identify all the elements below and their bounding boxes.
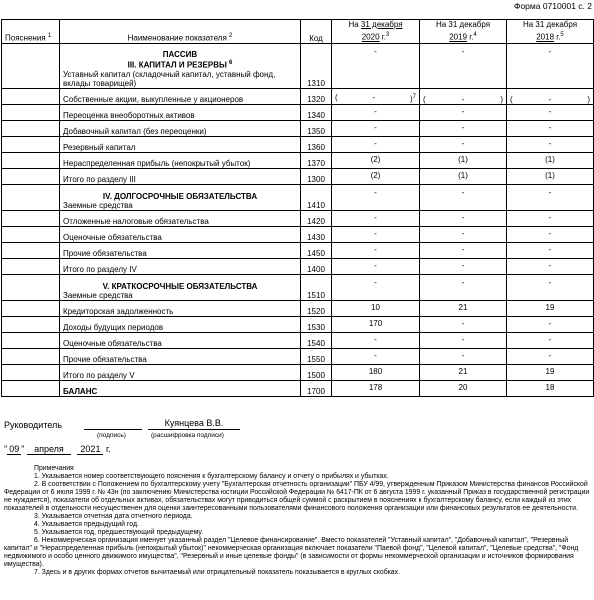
- row-name-cell: [60, 43, 301, 88]
- row-name-cell: [60, 210, 301, 226]
- row-label: Итого по разделу IV: [63, 264, 137, 274]
- row-name-cell: [60, 184, 301, 210]
- row-value-v3: -: [507, 348, 594, 364]
- note-4: 4. Указывается предыдущий год.: [34, 521, 139, 528]
- row-value-v2: -: [420, 226, 507, 242]
- row-value-v1: ( - )$^7$: [332, 88, 420, 104]
- row-value-v1: -: [332, 274, 420, 300]
- signature-caption: (подпись): [97, 432, 126, 439]
- row-note: [2, 152, 60, 168]
- row-name-cell: [60, 348, 301, 364]
- row-value-v1: 180: [332, 364, 420, 380]
- row-value-v2: -: [420, 348, 507, 364]
- row-value-v2: 21: [420, 364, 507, 380]
- row-value-v3: -: [507, 258, 594, 274]
- row-value-v1: -: [332, 226, 420, 242]
- row-value-v2: -: [420, 43, 507, 88]
- table-row: [2, 226, 594, 242]
- table-row: [2, 348, 594, 364]
- row-value-v2: -: [420, 316, 507, 332]
- signature-role: Руководитель: [4, 420, 62, 430]
- row-value-v3: -: [507, 274, 594, 300]
- table-row: [2, 316, 594, 332]
- row-value-v1: -: [332, 242, 420, 258]
- table-header: [2, 20, 594, 44]
- date-line: [4, 444, 111, 455]
- row-value-v1: -: [332, 104, 420, 120]
- row-value-v1: 178: [332, 380, 420, 396]
- section-subtitle: III. КАПИТАЛ И РЕЗЕРВЫ $^6$: [127, 60, 233, 70]
- row-value-v1: -: [332, 332, 420, 348]
- table-row: [2, 184, 594, 210]
- note-2: 2. В соответствии с Положением по бухгалтерскому учету "Бухгалтерская отчетность организации" ПБУ 4/99, утвержденным Приказом Министерства финансов Российской Федерации от 6 июля 1999 г. № 43н (по заключению Министерства юстиции Российской Федерации № 6417-ПК от 6 августа 1999 г. указанный Приказ в государственной регистрации не нуждается), показатели об отдельных активах, обязательствах могут приводиться общей суммой с раскрытием в пояснениях к бухгалтерскому балансу, если каждый из этих показателей в отдельности несущественен для оценки заинтересованными пользователями финансового положения организации или финансовых результатов ее деятельности.: [4, 481, 590, 512]
- row-value-v2: -: [420, 332, 507, 348]
- row-code: 1420: [301, 210, 332, 226]
- note-3: 3. Указывается отчетная дата отчетного периода.: [34, 513, 193, 520]
- row-code: 1500: [301, 364, 332, 380]
- row-value-v1: 170: [332, 316, 420, 332]
- row-value-v3: -: [507, 184, 594, 210]
- row-note: [2, 332, 60, 348]
- row-label: Переоценка внеоборотных активов: [63, 110, 195, 120]
- row-value-v1: 10: [332, 300, 420, 316]
- row-value-v2: -: [420, 258, 507, 274]
- signature-name-caption: (расшифровка подписи): [151, 432, 224, 439]
- row-note: [2, 88, 60, 104]
- row-label: Нераспределенная прибыль (непокрытый убыток): [63, 158, 251, 168]
- row-value-v2: -: [420, 210, 507, 226]
- row-label: Прочие обязательства: [63, 248, 147, 258]
- row-note: [2, 136, 60, 152]
- row-value-v3: -: [507, 43, 594, 88]
- date-year-suffix: г.: [105, 444, 111, 454]
- row-value-v3: -: [507, 242, 594, 258]
- row-value-v3: (1): [507, 168, 594, 184]
- quote-close: ": [21, 444, 25, 454]
- row-code: 1450: [301, 242, 332, 258]
- row-label: БАЛАНС: [63, 386, 98, 396]
- row-value-v2: (1): [420, 152, 507, 168]
- row-value-v3: 19: [507, 364, 594, 380]
- notes-title: Примечания: [34, 465, 74, 472]
- quote-open: ": [4, 444, 8, 454]
- row-value-v3: -: [507, 120, 594, 136]
- row-value-v1: -: [332, 258, 420, 274]
- row-name-cell: [60, 136, 301, 152]
- row-code: 1320: [301, 88, 332, 104]
- row-value-v2: 20: [420, 380, 507, 396]
- row-note: [2, 380, 60, 396]
- row-note: [2, 274, 60, 300]
- table-row: [2, 210, 594, 226]
- row-value-v1: -: [332, 120, 420, 136]
- row-code: 1530: [301, 316, 332, 332]
- row-note: [2, 104, 60, 120]
- row-note: [2, 364, 60, 380]
- row-code: 1520: [301, 300, 332, 316]
- table-row: [2, 274, 594, 300]
- row-code: 1300: [301, 168, 332, 184]
- row-value-v2: -: [420, 184, 507, 210]
- row-code: 1370: [301, 152, 332, 168]
- row-name-cell: [60, 274, 301, 300]
- table-row: [2, 88, 594, 104]
- row-note: [2, 348, 60, 364]
- row-code: 1340: [301, 104, 332, 120]
- row-name-cell: [60, 88, 301, 104]
- table-row: [2, 136, 594, 152]
- row-name-cell: [60, 258, 301, 274]
- table-row: [2, 242, 594, 258]
- header-name: Наименование показателя $^2$: [60, 20, 301, 44]
- row-value-v3: -: [507, 210, 594, 226]
- row-value-v3: -: [507, 226, 594, 242]
- row-name-cell: [60, 380, 301, 396]
- row-code: 1550: [301, 348, 332, 364]
- row-code: 1310: [301, 43, 332, 88]
- row-label: Итого по разделу III: [63, 174, 136, 184]
- form-number: Форма 0710001 с. 2: [513, 1, 592, 11]
- row-name-cell: [60, 364, 301, 380]
- table-row: [2, 364, 594, 380]
- section-title: V. КРАТКОСРОЧНЫЕ ОБЯЗАТЕЛЬСТВА: [102, 281, 258, 291]
- row-value-v2: ( - ): [420, 88, 507, 104]
- row-name-cell: [60, 332, 301, 348]
- row-name-cell: [60, 226, 301, 242]
- row-value-v2: -: [420, 120, 507, 136]
- row-value-v2: -: [420, 242, 507, 258]
- row-value-v2: (1): [420, 168, 507, 184]
- header-period-1: На 31 декабря 2020 г.$^3$: [332, 20, 420, 44]
- table-row: [2, 168, 594, 184]
- row-note: [2, 300, 60, 316]
- row-value-v3: (1): [507, 152, 594, 168]
- row-name-cell: [60, 316, 301, 332]
- row-code: 1360: [301, 136, 332, 152]
- row-value-v2: 21: [420, 300, 507, 316]
- table-row: [2, 300, 594, 316]
- row-code: 1430: [301, 226, 332, 242]
- row-code: 1400: [301, 258, 332, 274]
- row-name-cell: [60, 168, 301, 184]
- header-notes: Пояснения $^1$: [2, 20, 60, 44]
- balance-table: [1, 19, 594, 397]
- row-name-cell: [60, 242, 301, 258]
- row-note: [2, 210, 60, 226]
- row-value-v1: -: [332, 43, 420, 88]
- row-note: [2, 168, 60, 184]
- table-row: [2, 43, 594, 88]
- row-label: Отложенные налоговые обязательства: [63, 216, 209, 226]
- signature-line: [84, 429, 142, 430]
- row-code: 1540: [301, 332, 332, 348]
- header-period-3: На 31 декабря 2018 г.$^5$: [507, 20, 594, 44]
- row-label: Уставный капитал (складочный капитал, уставный фонд, вклады товарищей): [63, 69, 276, 88]
- row-code: 1510: [301, 274, 332, 300]
- row-value-v1: -: [332, 136, 420, 152]
- row-value-v3: 18: [507, 380, 594, 396]
- section-title: ПАССИВ: [162, 50, 198, 59]
- row-code: 1700: [301, 380, 332, 396]
- row-note: [2, 316, 60, 332]
- section-title: IV. ДОЛГОСРОЧНЫЕ ОБЯЗАТЕЛЬСТВА: [102, 191, 258, 201]
- table-row: [2, 332, 594, 348]
- row-note: [2, 226, 60, 242]
- row-label: Добавочный капитал (без переоценки): [63, 126, 207, 136]
- signature-name: Куянцева В.В.: [148, 418, 240, 430]
- row-name-cell: [60, 104, 301, 120]
- header-period-2: На 31 декабря 2019 г.$^4$: [420, 20, 507, 44]
- row-code: 1350: [301, 120, 332, 136]
- table-row: [2, 258, 594, 274]
- note-5: 5. Указывается год, предшествующий предыдущему.: [34, 529, 204, 536]
- row-code: 1410: [301, 184, 332, 210]
- date-month: апреля: [27, 444, 71, 455]
- row-value-v2: -: [420, 136, 507, 152]
- table-row: [2, 104, 594, 120]
- row-value-v3: 19: [507, 300, 594, 316]
- row-value-v3: -: [507, 332, 594, 348]
- row-note: [2, 258, 60, 274]
- row-name-cell: [60, 300, 301, 316]
- table-row: [2, 152, 594, 168]
- row-label: Итого по разделу V: [63, 370, 135, 380]
- row-value-v1: -: [332, 184, 420, 210]
- row-label: Собственные акции, выкупленные у акционеров: [63, 94, 244, 104]
- note-1: 1. Указывается номер соответствующего пояснения к бухгалтерскому балансу и отчету о прибылях и убытках.: [34, 473, 389, 480]
- notes: [4, 465, 590, 577]
- row-label: Доходы будущих периодов: [63, 322, 164, 332]
- note-6: 6. Некоммерческая организация именует указанный раздел "Целевое финансирование". Вместо показателей "Уставный капитал", "Добавочный капитал", "Резервный капитал" и "Нераспределенная прибыль (непокрытый убыток)" некоммерческая организация включает показатели "Паевой фонд", "Целевой капитал", "Целевые средства", "Фонд недвижимого и особо ценного движимого имущества", "Резервный и иные целевые фонды" (в зависимости от формы некоммерческой организации и источников формирования имущества).: [4, 537, 579, 568]
- table-row: [2, 380, 594, 396]
- row-note: [2, 184, 60, 210]
- row-value-v3: ( - ): [507, 88, 594, 104]
- row-value-v3: -: [507, 104, 594, 120]
- row-value-v2: -: [420, 104, 507, 120]
- row-note: [2, 120, 60, 136]
- row-label: Кредиторская задолженность: [63, 306, 174, 316]
- row-label: Резервный капитал: [63, 142, 136, 152]
- row-value-v1: (2): [332, 152, 420, 168]
- row-label: Оценочные обязательства: [63, 232, 162, 242]
- row-value-v3: -: [507, 136, 594, 152]
- row-label: Прочие обязательства: [63, 354, 147, 364]
- row-value-v1: -: [332, 210, 420, 226]
- row-value-v2: -: [420, 274, 507, 300]
- row-label: Оценочные обязательства: [63, 338, 162, 348]
- row-value-v1: (2): [332, 168, 420, 184]
- date-day: 09: [9, 444, 20, 454]
- row-note: [2, 43, 60, 88]
- row-value-v1: -: [332, 348, 420, 364]
- row-name-cell: [60, 120, 301, 136]
- row-name-cell: [60, 152, 301, 168]
- date-year: 2021: [77, 444, 103, 455]
- note-7: 7. Здесь и в других формах отчетов вычитаемый или отрицательный показатель показывается в круглых скобках.: [34, 569, 401, 576]
- row-value-v3: -: [507, 316, 594, 332]
- row-label: Заемные средства: [63, 290, 133, 300]
- row-note: [2, 242, 60, 258]
- row-label: Заемные средства: [63, 200, 133, 210]
- header-code: Код: [301, 20, 332, 44]
- table-row: [2, 120, 594, 136]
